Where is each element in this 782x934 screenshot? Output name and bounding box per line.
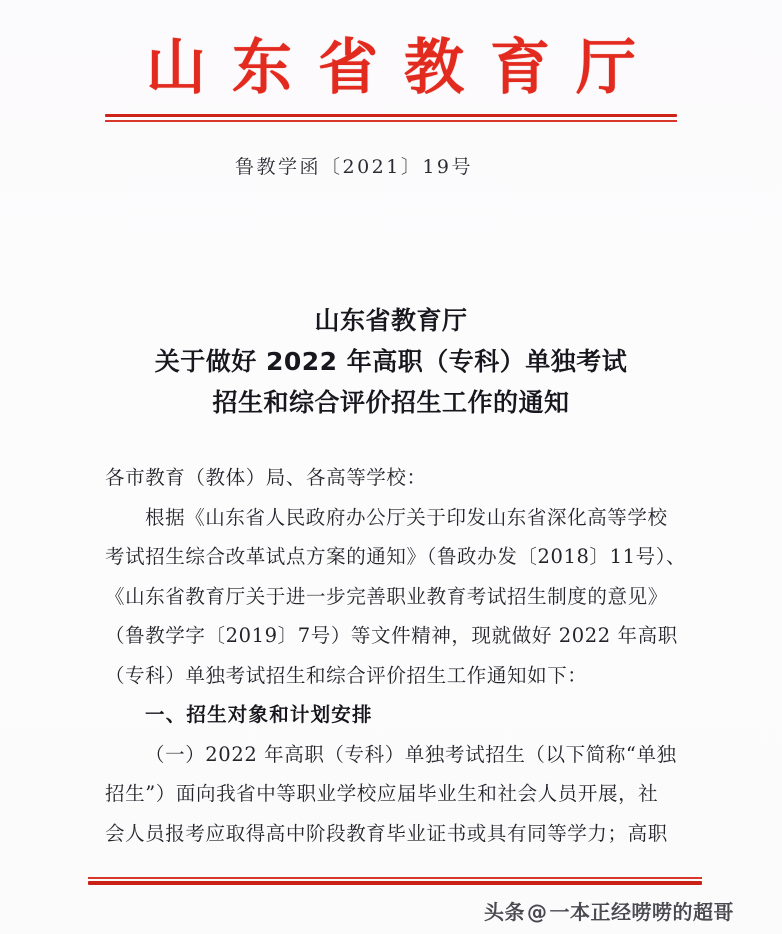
body-paragraph-line: 会人员报考应取得高中阶段教育毕业证书或具有同等学力；高职 xyxy=(105,821,668,845)
body-paragraph-line: （专科）单独考试招生和综合评价招生工作通知如下： xyxy=(105,663,588,687)
body-paragraph-line: 招生”）面向我省中等职业学校应届毕业生和社会人员开展，社 xyxy=(105,782,659,805)
document-body xyxy=(105,458,687,853)
masthead-divider xyxy=(105,114,677,123)
title-line-1: 山东省教育厅 xyxy=(314,306,468,335)
footer-divider xyxy=(88,877,702,886)
body-paragraph-line: 考试招生综合改革试点方案的通知》（鲁政办发〔2018〕11号）、 xyxy=(105,545,687,568)
masthead-divider-thick-line xyxy=(105,114,677,117)
masthead xyxy=(0,33,782,103)
masthead-title: 山东省教育厅 xyxy=(146,33,662,103)
watermark xyxy=(0,896,782,925)
title-line-3: 招生和综合评价招生工作的通知 xyxy=(212,388,570,417)
watermark-handle: 一本正经唠唠的超哥 xyxy=(549,900,734,924)
watermark-platform: 头条 xyxy=(484,900,525,924)
masthead-divider-thin-line xyxy=(105,120,677,122)
body-paragraph-line: （鲁教学字〔2019〕7号）等文件精神，现就做好 2022 年高职 xyxy=(105,624,678,647)
footer-divider-thick-line xyxy=(88,881,702,885)
footer-divider-thin-line xyxy=(88,877,702,879)
title-line-2: 关于做好 2022 年高职（专科）单独考试 xyxy=(154,347,628,376)
section-heading-one: 一、招生对象和计划安排 xyxy=(145,703,373,726)
document-title xyxy=(0,300,782,423)
body-paragraph-line: 《山东省教育厅关于进一步完善职业教育考试招生制度的意见》 xyxy=(105,584,668,608)
body-paragraph-line: 根据《山东省人民政府办公厅关于印发山东省深化高等学校 xyxy=(145,505,668,529)
body-addressee-line: 各市教育（教体）局、各高等学校： xyxy=(105,466,427,489)
at-sign-icon: @ xyxy=(527,900,548,924)
body-paragraph-line: （一）2022 年高职（专科）单独考试招生（以下简称“单独 xyxy=(145,742,677,766)
document-number: 鲁教学函〔2021〕19号 xyxy=(234,156,474,178)
